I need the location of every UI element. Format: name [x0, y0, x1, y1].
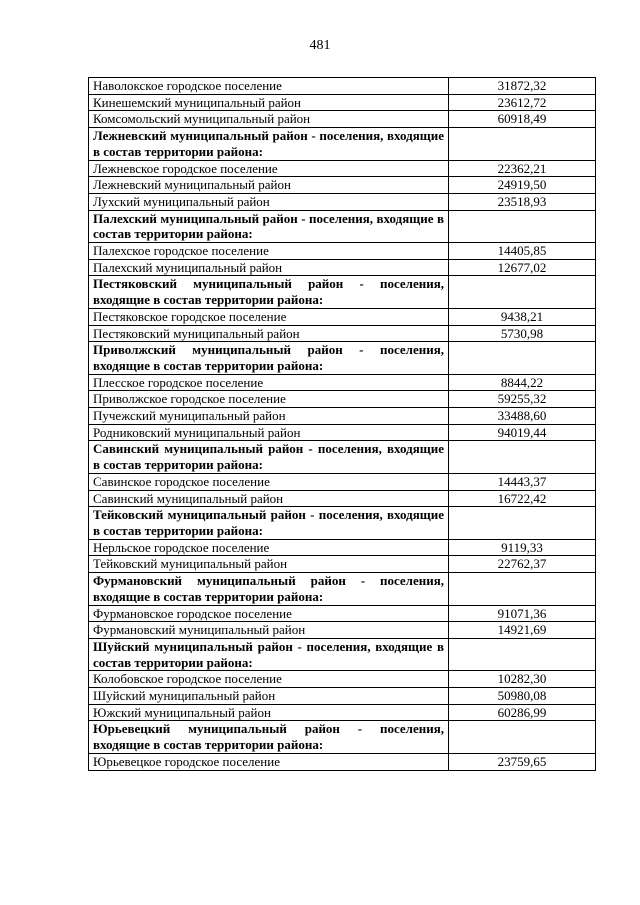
section-header-row	[89, 441, 596, 473]
row-value	[449, 276, 596, 308]
row-name: Кинешемский муниципальный район	[89, 94, 449, 111]
row-value: 60286,99	[449, 704, 596, 721]
row-value: 14443,37	[449, 473, 596, 490]
row-value: 24919,50	[449, 177, 596, 194]
row-value	[449, 638, 596, 670]
row-name: Южский муниципальный район	[89, 704, 449, 721]
table-row	[89, 78, 596, 95]
row-value: 16722,42	[449, 490, 596, 507]
row-value: 14405,85	[449, 243, 596, 260]
row-name: Пучежский муниципальный район	[89, 408, 449, 425]
row-value: 8844,22	[449, 374, 596, 391]
row-value: 10282,30	[449, 671, 596, 688]
table-row	[89, 556, 596, 573]
section-header-row	[89, 128, 596, 160]
row-value	[449, 441, 596, 473]
table-row	[89, 688, 596, 705]
section-header-name: Савинский муниципальный район - поселения, входящие в состав территории района:	[89, 441, 449, 473]
table-row	[89, 671, 596, 688]
budget-table	[88, 77, 596, 771]
row-value: 50980,08	[449, 688, 596, 705]
row-name: Савинское городское поселение	[89, 473, 449, 490]
section-header-name: Тейковский муниципальный район - поселения, входящие в состав территории района:	[89, 507, 449, 539]
table-row	[89, 243, 596, 260]
row-value: 33488,60	[449, 408, 596, 425]
row-name: Тейковский муниципальный район	[89, 556, 449, 573]
row-value: 22762,37	[449, 556, 596, 573]
row-name: Комсомольский муниципальный район	[89, 111, 449, 128]
row-value: 12677,02	[449, 259, 596, 276]
table-body	[89, 78, 596, 771]
row-name: Наволокское городское поселение	[89, 78, 449, 95]
row-value	[449, 210, 596, 242]
row-name: Палехское городское поселение	[89, 243, 449, 260]
row-name: Пестяковский муниципальный район	[89, 325, 449, 342]
row-name: Лежневское городское поселение	[89, 160, 449, 177]
row-value: 91071,36	[449, 605, 596, 622]
table-row	[89, 325, 596, 342]
row-value: 59255,32	[449, 391, 596, 408]
row-value	[449, 342, 596, 374]
table-row	[89, 308, 596, 325]
row-name: Нерльское городское поселение	[89, 539, 449, 556]
table-row	[89, 111, 596, 128]
table-row	[89, 177, 596, 194]
row-name: Юрьевецкое городское поселение	[89, 753, 449, 770]
section-header-row	[89, 276, 596, 308]
section-header-name: Приволжский муниципальный район - поселения, входящие в состав территории района:	[89, 342, 449, 374]
table-row	[89, 193, 596, 210]
row-value: 23759,65	[449, 753, 596, 770]
row-value: 60918,49	[449, 111, 596, 128]
row-value: 23612,72	[449, 94, 596, 111]
table-row	[89, 424, 596, 441]
section-header-name: Пестяковский муниципальный район - поселения, входящие в состав территории района:	[89, 276, 449, 308]
table-row	[89, 704, 596, 721]
row-name: Фурмановское городское поселение	[89, 605, 449, 622]
row-name: Савинский муниципальный район	[89, 490, 449, 507]
row-value: 14921,69	[449, 622, 596, 639]
row-value: 9438,21	[449, 308, 596, 325]
table-row	[89, 605, 596, 622]
row-name: Пестяковское городское поселение	[89, 308, 449, 325]
row-value	[449, 721, 596, 753]
row-name: Фурмановский муниципальный район	[89, 622, 449, 639]
section-header-row	[89, 721, 596, 753]
row-name: Колобовское городское поселение	[89, 671, 449, 688]
section-header-name: Шуйский муниципальный район - поселения, входящие в состав территории района:	[89, 638, 449, 670]
table-row	[89, 622, 596, 639]
section-header-row	[89, 210, 596, 242]
section-header-row	[89, 573, 596, 605]
section-header-row	[89, 638, 596, 670]
table-row	[89, 539, 596, 556]
section-header-name: Фурмановский муниципальный район - поселения, входящие в состав территории района:	[89, 573, 449, 605]
row-name: Лежневский муниципальный район	[89, 177, 449, 194]
row-value: 5730,98	[449, 325, 596, 342]
table-row	[89, 490, 596, 507]
row-value: 94019,44	[449, 424, 596, 441]
row-name: Родниковский муниципальный район	[89, 424, 449, 441]
page-number: 481	[309, 38, 331, 53]
table-row	[89, 160, 596, 177]
row-name: Палехский муниципальный район	[89, 259, 449, 276]
table-row	[89, 753, 596, 770]
table-row	[89, 473, 596, 490]
section-header-row	[89, 342, 596, 374]
table-row	[89, 94, 596, 111]
table-row	[89, 374, 596, 391]
section-header-row	[89, 507, 596, 539]
section-header-name: Палехский муниципальный район - поселения, входящие в состав территории района:	[89, 210, 449, 242]
row-value: 31872,32	[449, 78, 596, 95]
row-value: 9119,33	[449, 539, 596, 556]
table-row	[89, 408, 596, 425]
section-header-name: Юрьевецкий муниципальный район - поселения, входящие в состав территории района:	[89, 721, 449, 753]
row-value	[449, 128, 596, 160]
row-value: 22362,21	[449, 160, 596, 177]
row-name: Приволжское городское поселение	[89, 391, 449, 408]
table-row	[89, 391, 596, 408]
row-value: 23518,93	[449, 193, 596, 210]
row-name: Плесское городское поселение	[89, 374, 449, 391]
table-row	[89, 259, 596, 276]
row-value	[449, 573, 596, 605]
row-name: Шуйский муниципальный район	[89, 688, 449, 705]
section-header-name: Лежневский муниципальный район - поселения, входящие в состав территории района:	[89, 128, 449, 160]
row-value	[449, 507, 596, 539]
row-name: Лухский муниципальный район	[89, 193, 449, 210]
